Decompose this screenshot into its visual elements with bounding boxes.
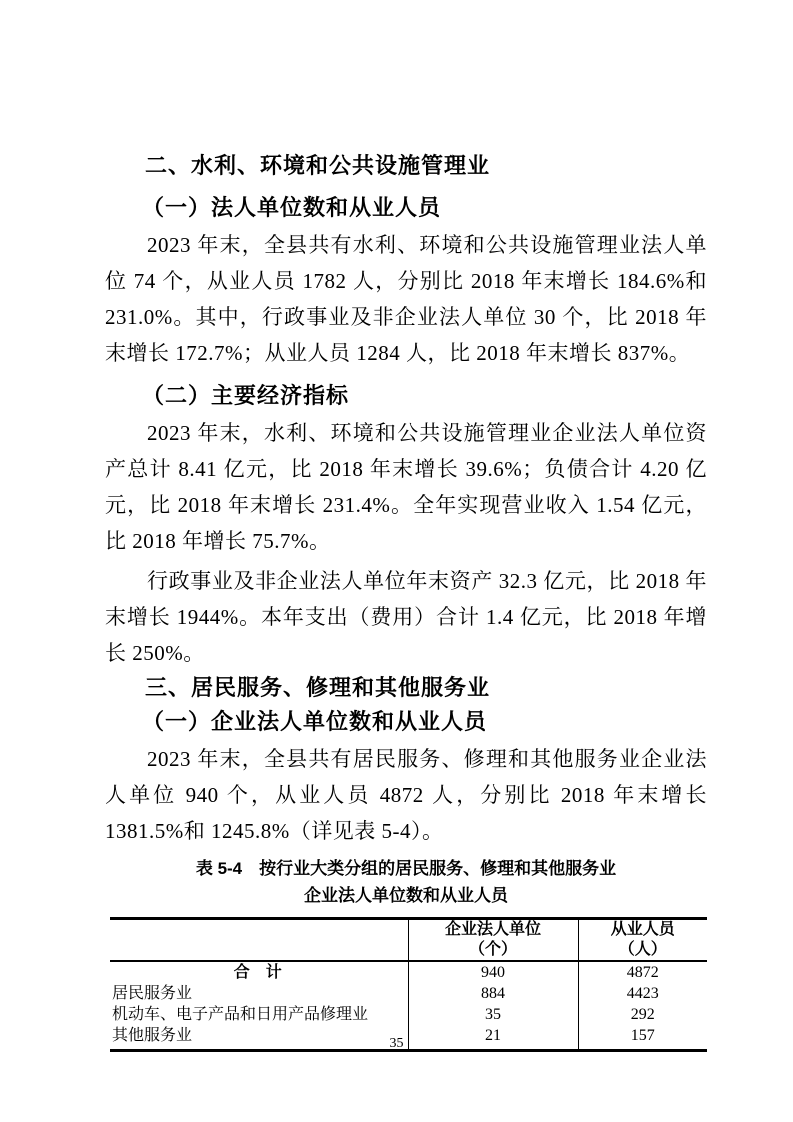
- table-5-4-header: [110, 919, 707, 962]
- section-3-paragraph-1: 2023 年末，全县共有居民服务、修理和其他服务业企业法人单位 940 个，从业人员 4872 人，分别比 2018 年末增长 1381.5%和 1245.8%（详见表 5-4）。: [105, 747, 707, 843]
- table-5-4-title: [105, 855, 707, 909]
- table-row-total: [110, 961, 707, 983]
- persons-header-line-2: （人）: [618, 941, 667, 958]
- table-row-repair-industry: [110, 1004, 707, 1025]
- row-units-value: 35: [408, 1004, 578, 1025]
- row-label: 机动车、电子产品和日用产品修理业: [112, 1006, 369, 1023]
- section-2-sub-1-heading: （一）法人单位数和从业人员: [142, 195, 442, 220]
- row-units-value: 21: [408, 1025, 578, 1051]
- table-5-4: [110, 917, 707, 1052]
- section-2-heading: 二、水利、环境和公共设施管理业: [145, 153, 491, 178]
- row-persons-value: 157: [578, 1025, 707, 1051]
- page-content: [105, 149, 707, 1052]
- section-2-paragraph-1: 2023 年末，全县共有水利、环境和公共设施管理业法人单位 74 个，从业人员 1782 人，分别比 2018 年末增长 184.6%和 231.0%。其中，行政事业及非企业法人单位 30 个，比 2018 年末增长 172.7%；从业人员 1284 人，比 2018 年末增长 837%。: [105, 233, 707, 365]
- table-row-resident-services: [110, 983, 707, 1004]
- section-3-sub-1-heading: （一）企业法人单位数和从业人员: [142, 709, 488, 734]
- section-2-sub-2-heading: （二）主要经济指标: [142, 383, 350, 408]
- row-label: 居民服务业: [112, 985, 193, 1002]
- table-5-4-title-line-2: 企业法人单位数和从业人员: [304, 886, 508, 905]
- page-number: 35: [389, 1036, 404, 1051]
- table-header-blank-cell: [110, 919, 408, 962]
- row-label: 合 计: [233, 964, 282, 981]
- table-header-row: [110, 919, 707, 962]
- row-persons-value: 4423: [578, 983, 707, 1004]
- row-persons-value: 292: [578, 1004, 707, 1025]
- row-persons-value: 4872: [578, 961, 707, 983]
- persons-header-line-1: 从业人员: [610, 921, 675, 938]
- row-units-value: 940: [408, 961, 578, 983]
- section-3-heading: 三、居民服务、修理和其他服务业: [145, 675, 491, 700]
- units-header-line-1: 企业法人单位: [444, 921, 541, 938]
- table-header-persons-cell: [578, 919, 707, 962]
- units-header-line-2: （个）: [468, 941, 517, 958]
- section-2-paragraph-3: 行政事业及非企业法人单位年末资产 32.3 亿元，比 2018 年末增长 1944%。本年支出（费用）合计 1.4 亿元，比 2018 年增长 250%。: [105, 569, 707, 665]
- section-2-paragraph-2: 2023 年末，水利、环境和公共设施管理业企业法人单位资产总计 8.41 亿元，比 2018 年末增长 39.6%；负债合计 4.20 亿元，比 2018 年末增长 231.4%。全年实现营业收入 1.54 亿元，比 2018 年增长 75.7%。: [105, 421, 707, 553]
- page-footer: [0, 1036, 793, 1052]
- table-5-4-title-line-1: 表 5-4 按行业大类分组的居民服务、修理和其他服务业: [195, 859, 617, 878]
- table-header-units-cell: [408, 919, 578, 962]
- row-label: 其他服务业: [112, 1027, 193, 1044]
- row-units-value: 884: [408, 983, 578, 1004]
